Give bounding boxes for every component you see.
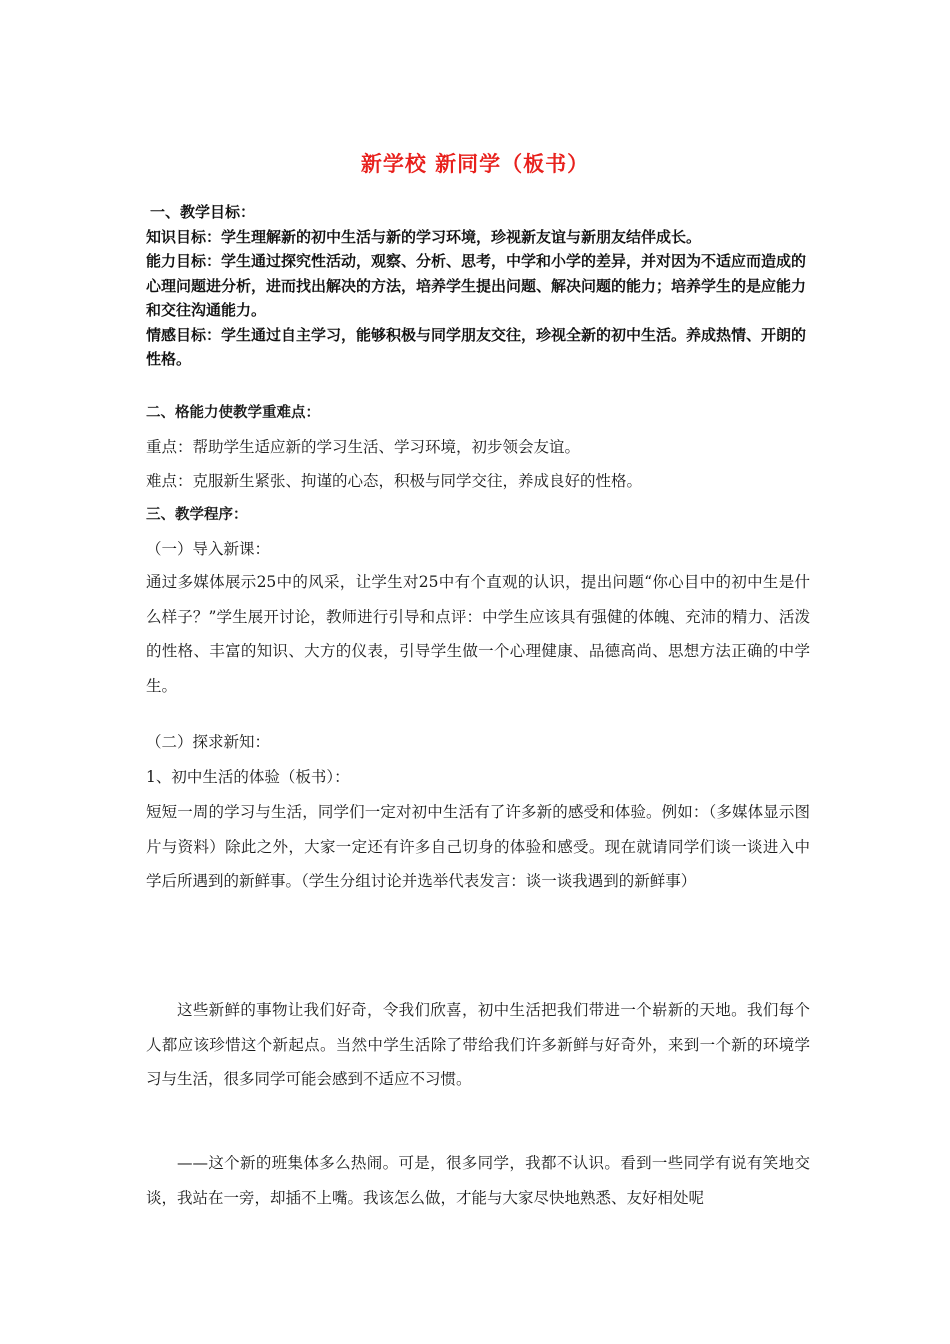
ability-objective: 能力目标：学生通过探究性活动，观察、分析、思考，中学和小学的差异，并对因为不适应而造成的心理问题进分析，进而找出解决的方法，培养学生提出问题、解决问题的能力；培养学生的是应能力和交往沟通能力。 — [146, 252, 807, 319]
sub-heading-intro: （一）导入新课： — [146, 540, 271, 558]
emotion-objective: 情感目标：学生通过自主学习，能够积极与同学朋友交往，珍视全新的初中生活。养成热情、开朗的性格。 — [146, 325, 807, 368]
intro-paragraph: 通过多媒体展示25中的风采，让学生对25中有个直观的认识，提出问题“你心目中的初中生是什么样子？”学生展开讨论，教师进行引导和点评：中学生应该具有强健的体魄、充沛的精力、活泼的性格、丰富的知识、大方的仪表，引导学生做一个心理健康、品德高尚、思想方法正确的中学生。 — [146, 573, 810, 695]
section2-heading: 二、格能力使教学重难点： — [146, 405, 320, 421]
knowledge-objective: 知识目标：学生理解新的初中生活与新的学习环境，珍视新友谊与新朋友结伴成长。 — [146, 227, 702, 246]
sub-heading-explore: （二）探求新知： — [146, 733, 271, 751]
section1-heading: 一、教学目标： — [150, 203, 256, 221]
class-paragraph: ——这个新的班集体多么热闹。可是，很多同学，我都不认识。看到一些同学有说有笑地交谈，我站在一旁，却插不上嘴。我该怎么做，才能与大家尽快地熟悉、友好相处呢 — [146, 1154, 810, 1207]
difficult-point: 难点：克服新生紧张、拘谨的心态，积极与同学交往，养成良好的性格。 — [146, 472, 643, 490]
new-things-paragraph: 这些新鲜的事物让我们好奇，令我们欣喜，初中生活把我们带进一个崭新的天地。我们每个人都应该珍惜这个新起点。当然中学生活除了带给我们许多新鲜与好奇外，来到一个新的环境学习与生活，很多同学可能会感到不适应不习惯。 — [146, 1001, 810, 1088]
teaching-procedure-heading-block — [146, 498, 810, 566]
point-1-heading: 1、初中生活的体验（板书）： — [146, 768, 350, 786]
key-point: 重点：帮助学生适应新的学习生活、学习环境，初步领会友谊。 — [146, 438, 581, 456]
section3-heading: 三、教学程序： — [146, 507, 248, 523]
key-difficult-points-section — [146, 396, 810, 498]
document-title: 新学校 新同学（板书） — [360, 152, 590, 176]
teaching-objectives-block — [146, 200, 810, 372]
experience-paragraph: 短短一周的学习与生活，同学们一定对初中生活有了许多新的感受和体验。例如：（多媒体显示图片与资料）除此之外，大家一定还有许多自己切身的体验和感受。现在就请同学们谈一谈进入中学后所遇到的新鲜事。（学生分组讨论并选举代表发言：谈一谈我遇到的新鲜事） — [146, 803, 810, 890]
